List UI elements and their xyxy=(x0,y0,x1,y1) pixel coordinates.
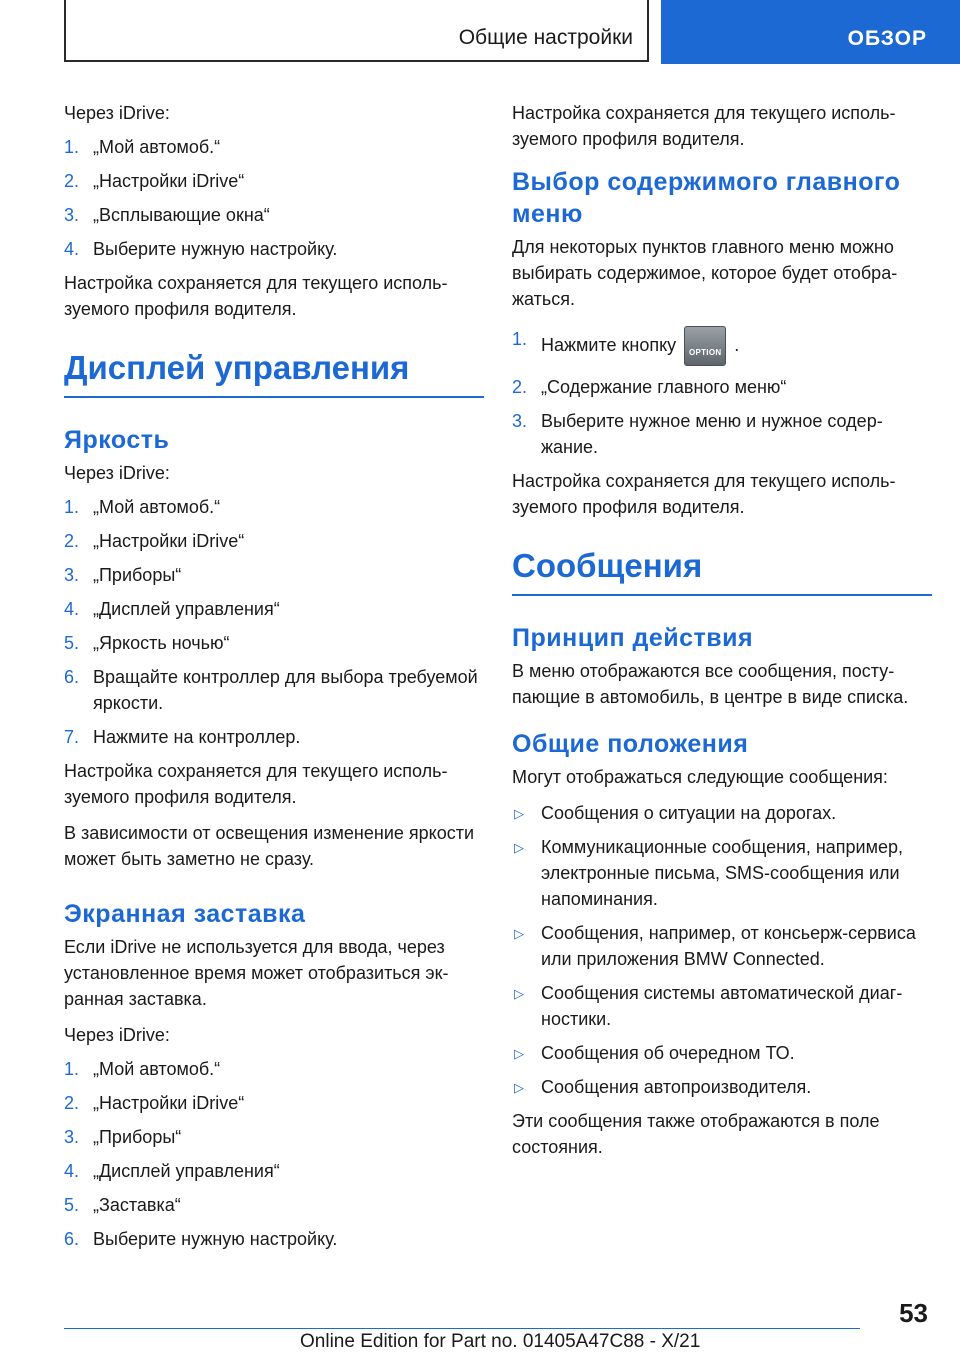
heading-messages: Сообщения xyxy=(512,546,932,596)
list-item: 3. „Всплывающие окна“ xyxy=(64,205,270,225)
principle-text: В меню отображаются все сообщения, поступающие в автомобиль, в центре в виде списка. xyxy=(512,661,909,707)
bullet-triangle-icon: ▷ xyxy=(514,986,524,1001)
right-column xyxy=(512,100,932,1170)
list-item: 7. Нажмите на контроллер. xyxy=(64,727,301,747)
top-saved-note: Настройка сохраняется для текущего используемого профиля водителя. xyxy=(512,103,896,149)
list-item: 6. Выберите нужную настройку. xyxy=(64,1229,338,1249)
screensaver-text: Если iDrive не используется для ввода, через установленное время может отобразиться экранная заставка. xyxy=(64,937,449,1009)
bullet-triangle-icon: ▷ xyxy=(514,806,524,821)
brightness-note: В зависимости от освещения изменение яркости может быть заметно не сразу. xyxy=(64,823,475,869)
section-title: Общие настройки xyxy=(458,26,633,49)
heading-general: Общие положения xyxy=(512,730,749,758)
list-item: 2. „Настройки iDrive“ xyxy=(64,531,245,551)
bullet-triangle-icon: ▷ xyxy=(514,840,524,855)
bullet-triangle-icon: ▷ xyxy=(514,1080,524,1095)
list-item: 1. „Мой автомоб.“ xyxy=(64,1059,221,1079)
heading-principle: Принцип действия xyxy=(512,624,754,652)
list-item: ▷ Сообщения о ситуации на дорогах. xyxy=(512,800,932,826)
footer-divider xyxy=(64,1328,860,1329)
list-item: ▷ Сообщения системы автоматической диагностики. xyxy=(514,983,903,1029)
menu-text: Для некоторых пунктов главного меню можно выбирать содержимое, которое будет отображаться. xyxy=(512,237,898,309)
list-item: 1. Нажмите кнопку OPTION . xyxy=(512,326,932,366)
list-item: 3. „Приборы“ xyxy=(64,1127,182,1147)
header-section-box xyxy=(64,0,649,62)
footer-edition xyxy=(300,1331,700,1353)
list-item: ▷ Сообщения автопроизводителя. xyxy=(512,1074,932,1100)
list-item: 2. „Настройки iDrive“ xyxy=(64,1093,245,1113)
list-item: 4. „Дисплей управления“ xyxy=(64,1161,280,1181)
option-button-icon xyxy=(684,326,726,366)
left-column xyxy=(64,100,484,1260)
list-item: 5. „Яркость ночью“ xyxy=(64,633,230,653)
brightness-steps xyxy=(64,494,484,750)
screensaver-via: Через iDrive: xyxy=(64,1025,170,1045)
intro-via: Через iDrive: xyxy=(64,103,170,123)
menu-saved-note: Настройка сохраняется для текущего используемого профиля водителя. xyxy=(512,471,896,517)
heading-screensaver: Экранная заставка xyxy=(64,900,306,928)
list-item: 4. „Дисплей управления“ xyxy=(64,599,280,619)
bullet-triangle-icon: ▷ xyxy=(514,1046,524,1061)
heading-main-menu-content: Выбор содержимого главного меню xyxy=(512,168,901,228)
message-types-list xyxy=(512,800,932,1100)
list-item: 1. „Мой автомоб.“ xyxy=(64,137,221,157)
status-note: Эти сообщения также отображаются в поле состояния. xyxy=(512,1111,880,1157)
list-item: 2. „Настройки iDrive“ xyxy=(64,171,245,191)
general-intro: Могут отображаться следующие сообщения: xyxy=(512,767,888,787)
list-item: 4. Выберите нужную настройку. xyxy=(64,239,338,259)
brightness-via: Через iDrive: xyxy=(64,463,170,483)
screensaver-steps xyxy=(64,1056,484,1252)
option-button-label: OPTION xyxy=(688,348,722,357)
intro-steps xyxy=(64,134,484,262)
list-item: 5. „Заставка“ xyxy=(64,1195,181,1215)
menu-steps xyxy=(512,326,932,460)
list-item: 1. „Мой автомоб.“ xyxy=(64,497,221,517)
bullet-triangle-icon: ▷ xyxy=(514,926,524,941)
list-item: ▷ Сообщения, например, от консьерж-сервиса или приложения BMW Connected. xyxy=(514,923,916,969)
heading-display: Дисплей управления xyxy=(64,348,484,398)
chapter-tab[interactable] xyxy=(661,0,960,64)
list-item: ▷ Сообщения об очередном ТО. xyxy=(512,1040,932,1066)
intro-saved-note: Настройка сохраняется для текущего используемого профиля водителя. xyxy=(64,273,448,319)
chapter-tab-label: ОБЗОР xyxy=(847,27,927,50)
list-item: 6. Вращайте контроллер для выбора требуемой яркости. xyxy=(64,667,478,713)
list-item: 3. „Приборы“ xyxy=(64,565,182,585)
heading-brightness: Яркость xyxy=(64,426,170,454)
footer-edition-text: Online Edition for Part no. 01405A47C88 - X/21 xyxy=(300,1331,701,1352)
brightness-saved-note: Настройка сохраняется для текущего используемого профиля водителя. xyxy=(64,761,448,807)
list-item: 2. „Содержание главного меню“ xyxy=(512,377,787,397)
list-item: 3. Выберите нужное меню и нужное содержание. xyxy=(512,411,883,457)
list-item: ▷ Коммуникационные сообщения, например, электронные письма, SMS-сообщения или напоминания. xyxy=(514,837,903,909)
page-number: 53 xyxy=(899,1298,928,1328)
